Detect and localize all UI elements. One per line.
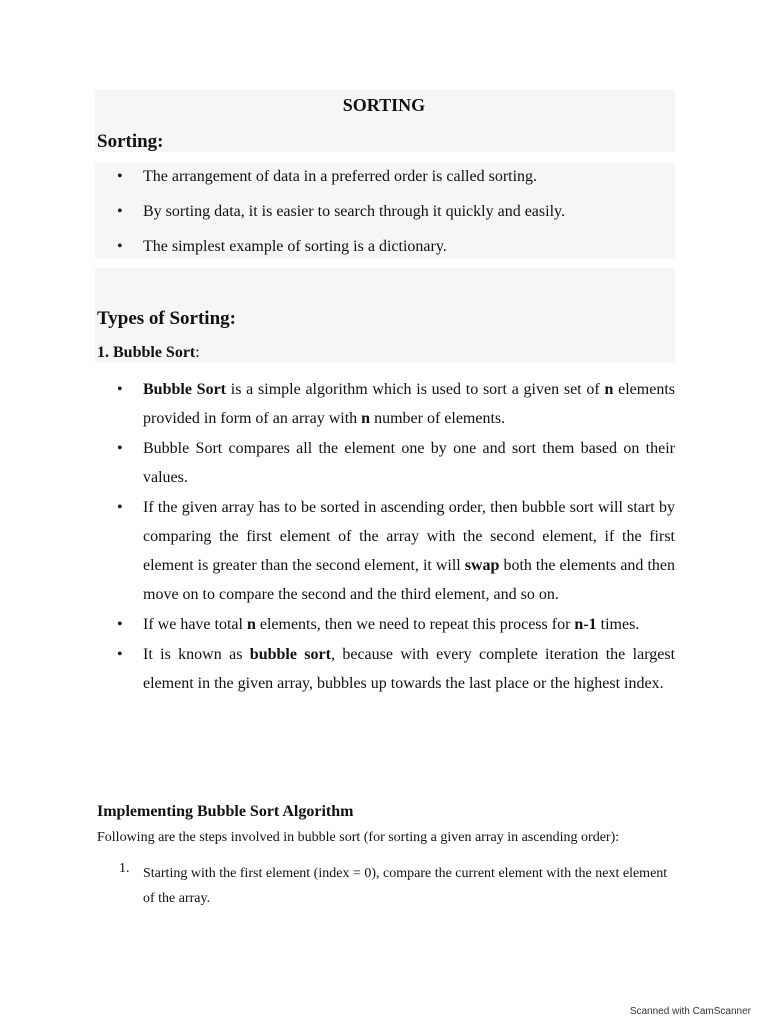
term-bubble-sort: bubble sort [249,646,331,663]
scanner-watermark: Scanned with CamScanner [629,1006,751,1017]
step-number: 1. [119,861,130,876]
text: is a simple algorithm which is used to sort a given set of [226,381,605,398]
text: If we have total [143,616,247,633]
implementing-description: Following are the steps involved in bubble sort (for sorting a given array in ascending order): [97,830,620,845]
list-item: • Bubble Sort compares all the element one by one and sort them based on their values. [97,434,675,492]
bubble-sort-list [97,375,675,699]
implementing-heading: Implementing Bubble Sort Algorithm [97,803,354,820]
bubble-sort-heading-label: 1. Bubble Sort [97,344,196,361]
list-item [97,375,675,433]
list-item [97,640,675,698]
sorting-heading: Sorting: [97,131,164,152]
term-n: n [604,381,614,398]
term-n-minus-1: n-1 [574,616,597,633]
term-n: n [361,410,371,427]
list-item: • The simplest example of sorting is a dictionary. [97,236,677,258]
bubble-sort-heading-colon: : [195,344,200,361]
bubble-sort-heading [97,344,200,362]
term-swap: swap [464,557,500,574]
text: , because with every complete iteration the largest element in the given array, bubbles up towards the last place or the highest index. [143,646,676,692]
text: If the given array has to be sorted in ascending order, then bubble sort will start by comparing the first element of the array with the second element, if the first element is greater than the second element, it will [143,499,675,574]
text: It is known as [143,646,250,663]
list-item: • The arrangement of data in a preferred order is called sorting. [97,166,677,188]
step-text: Starting with the first element (index = 0), compare the current element with the next element of the array. [143,866,668,906]
list-item [97,493,675,609]
text: elements, then we need to repeat this process for [255,616,575,633]
text: both the elements and then move on to compare the second and the third element, and so on. [143,557,675,603]
types-heading: Types of Sorting: [97,308,236,329]
intro-list [97,166,677,271]
term-n: n [246,616,256,633]
document-title: SORTING [342,95,426,115]
text: times. [596,616,640,633]
list-item: • By sorting data, it is easier to search through it quickly and easily. [97,201,677,223]
list-item [97,610,675,639]
term-bubble-sort: Bubble Sort [143,381,226,398]
text: elements provided in form of an array with [143,381,675,427]
text: number of elements. [370,410,506,427]
